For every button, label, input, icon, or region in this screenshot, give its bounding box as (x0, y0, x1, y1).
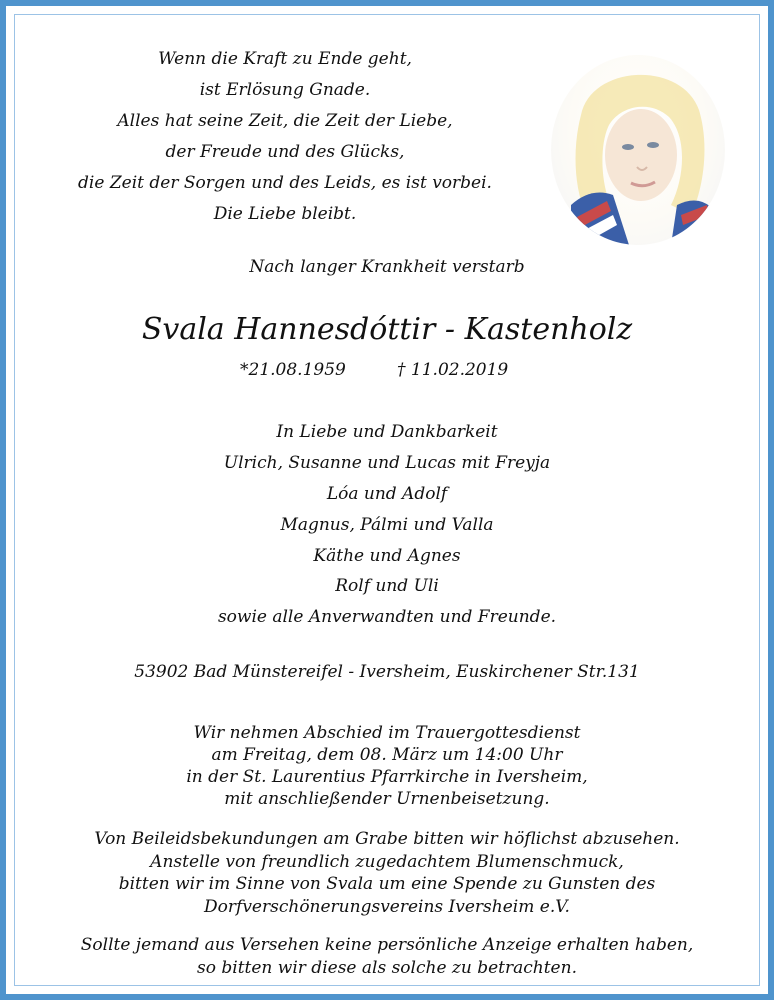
service-line: am Freitag, dem 08. März um 14:00 Uhr (211, 745, 563, 765)
closing-line: Sollte jemand aus Versehen keine persönliche Anzeige erhalten haben, (80, 935, 694, 955)
poem-line: ist Erlösung Gnade. (199, 80, 371, 100)
poem-line: Wenn die Kraft zu Ende geht, (158, 49, 412, 69)
portrait-photo (551, 55, 725, 245)
mourner-line: Lóa und Adolf (326, 484, 448, 504)
poem-line: die Zeit der Sorgen und des Leids, es ist vorbei. (78, 173, 492, 193)
poem-line: der Freude und des Glücks, (165, 142, 405, 162)
address: 53902 Bad Münstereifel - Iversheim, Euskirchener Str.131 (134, 662, 640, 682)
poem-line: Alles hat seine Zeit, die Zeit der Liebe, (117, 111, 453, 131)
mourner-line: Ulrich, Susanne und Lucas mit Freyja (223, 453, 551, 473)
donation-line: Dorfverschönerungsvereins Iversheim e.V. (204, 897, 570, 917)
mourner-line: sowie alle Anverwandten und Freunde. (217, 607, 557, 627)
poem (20, 44, 550, 230)
poem-line: Die Liebe bleibt. (213, 204, 357, 224)
service-line: Wir nehmen Abschied im Trauergottesdienst (193, 723, 581, 743)
mourner-line: Käthe und Agnes (313, 546, 461, 566)
intro-text: Nach langer Krankheit verstarb (249, 257, 525, 277)
mourner-line: Rolf und Uli (335, 576, 439, 596)
deceased-name: Svala Hannesdóttir - Kastenholz (141, 312, 633, 347)
mourner-line: Magnus, Pálmi und Valla (280, 515, 494, 535)
birth-date: *21.08.1959 (240, 360, 346, 380)
donation-line: Von Beileidsbekundungen am Grabe bitten wir höflichst abzusehen. (94, 829, 680, 849)
mourner-line: In Liebe und Dankbarkeit (276, 422, 498, 442)
death-date: † 11.02.2019 (397, 360, 509, 380)
portrait-illustration (551, 55, 725, 245)
donation-line: Anstelle von freundlich zugedachtem Blumenschmuck, (150, 852, 624, 872)
service-line: in der St. Laurentius Pfarrkirche in Iversheim, (186, 767, 588, 787)
donation-line: bitten wir im Sinne von Svala um eine Spende zu Gunsten des (118, 874, 656, 894)
service-line: mit anschließender Urnenbeisetzung. (224, 789, 550, 809)
closing-line: so bitten wir diese als solche zu betrachten. (197, 958, 577, 978)
